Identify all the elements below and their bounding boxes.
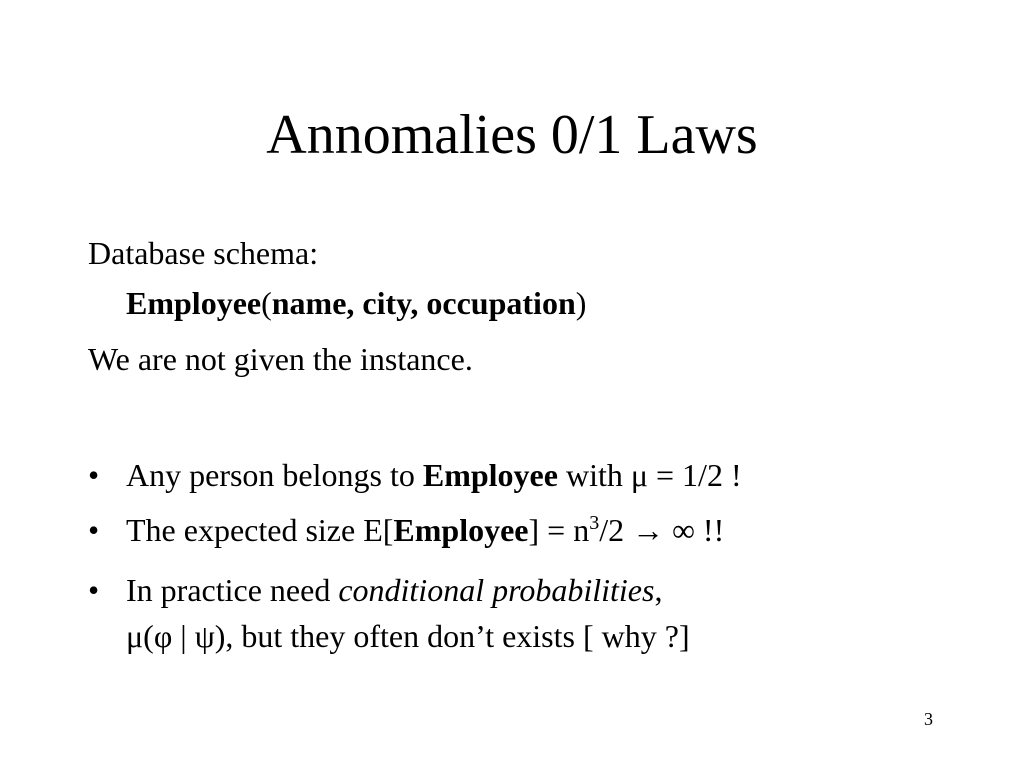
- bullet-bold-text: Employee: [393, 512, 529, 548]
- schema-label: Database schema:: [88, 235, 319, 271]
- bullet-text: Any person belongs to: [126, 457, 423, 493]
- page-number: 3: [924, 709, 933, 729]
- schema-relation: [126, 283, 586, 323]
- superscript: 3: [589, 512, 600, 534]
- bullet-text: The expected size E[: [126, 512, 394, 548]
- relation-name: Employee: [126, 285, 262, 321]
- bullet-item-1: [88, 455, 742, 495]
- bullet-item-2: [88, 510, 724, 550]
- bullet-marker: •: [88, 572, 100, 608]
- relation-close-paren: ): [575, 285, 587, 321]
- bullet-item-3-continuation: μ(φ | ψ), but they often don’t exists [ why ?]: [126, 618, 690, 654]
- bullet-text: with μ = 1/2 !: [557, 457, 742, 493]
- instance-note: We are not given the instance.: [88, 341, 473, 377]
- bullet-text: ] = n: [528, 512, 590, 548]
- bullet-bold-text: Employee: [422, 457, 558, 493]
- slide-title: Annomalies 0/1 Laws: [266, 104, 758, 166]
- bullet-marker: •: [88, 457, 100, 493]
- bullet-item-3: [88, 570, 662, 610]
- relation-attributes: name, city, occupation: [271, 285, 576, 321]
- bullet-text: /2 → ∞ !!: [599, 512, 725, 548]
- bullet-marker: •: [88, 512, 100, 548]
- bullet-italic-text: conditional probabilities: [338, 572, 655, 608]
- relation-open-paren: (: [261, 285, 272, 321]
- bullet-text: ,: [654, 572, 663, 608]
- bullet-text: In practice need: [126, 572, 339, 608]
